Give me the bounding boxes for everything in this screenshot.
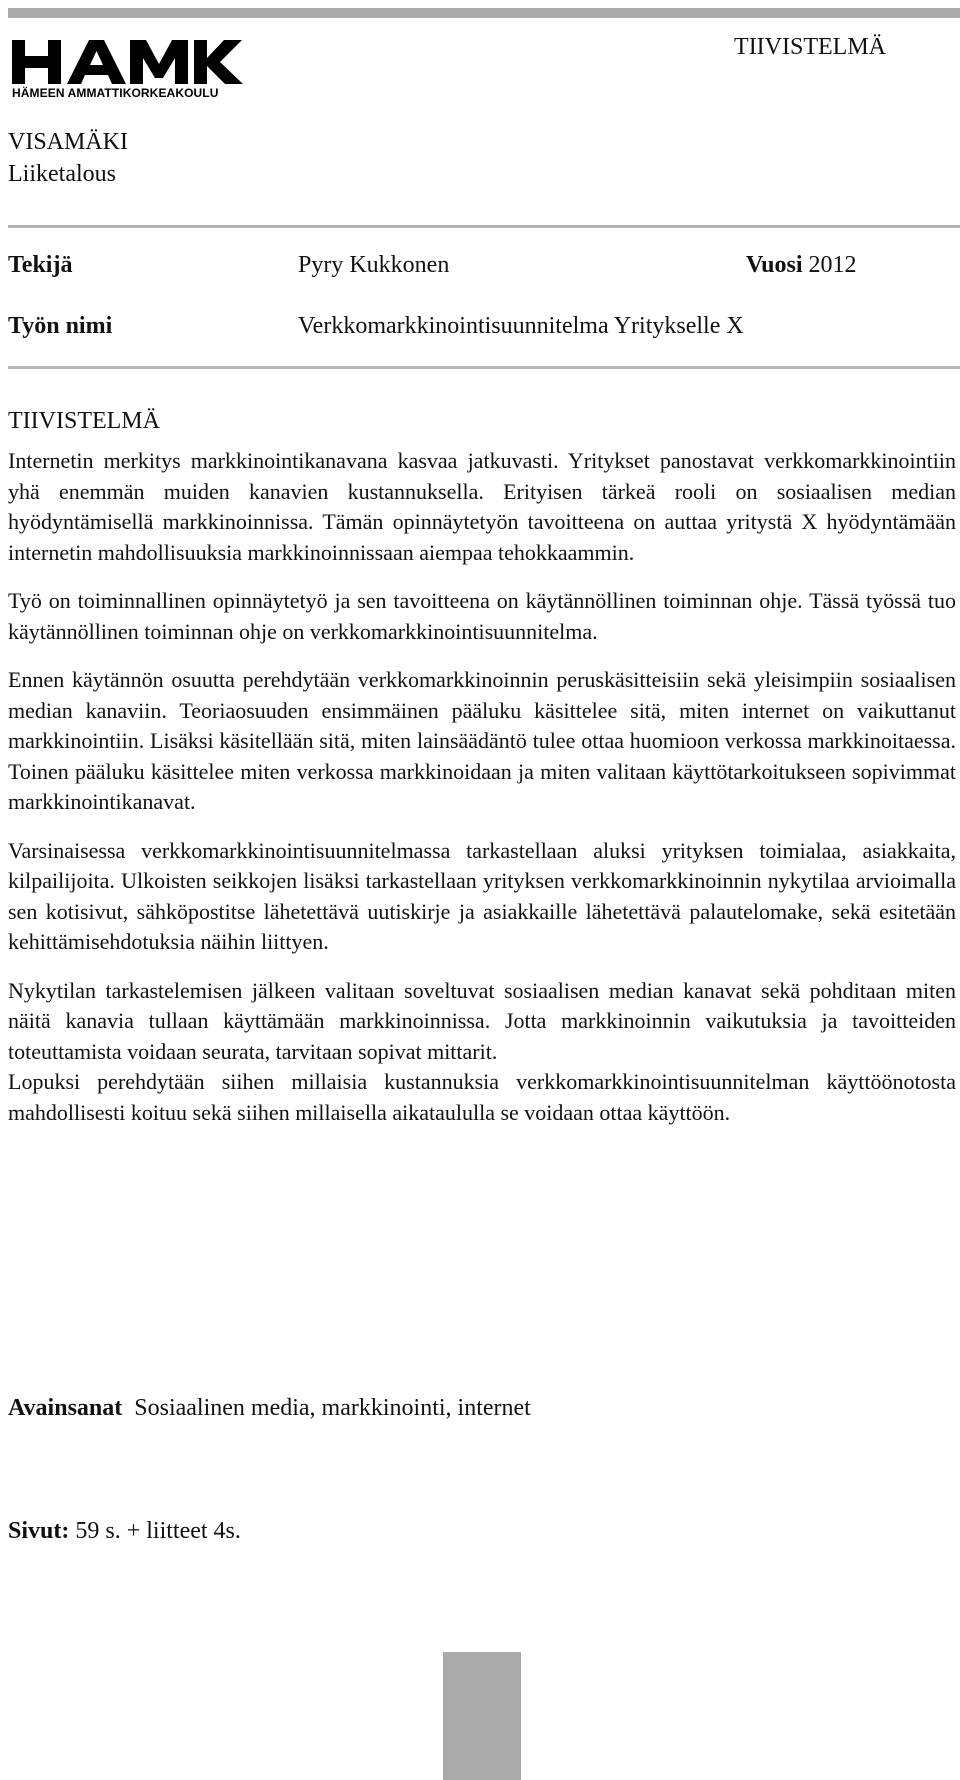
title-value: Verkkomarkkinointisuunnitelma Yritykselle X — [298, 313, 744, 339]
divider — [8, 366, 960, 369]
pages-row — [8, 1516, 241, 1546]
abstract-paragraph: Internetin merkitys markkinointikanavana kasvaa jatkuvasti. Yritykset panostavat verkkomarkkinointiin yhä enemmän muiden kanavien kustannuksella. Erityisen tärkeä rooli on sosiaalisen median hyödyntämisellä markkinoinnissa. Tämän opinnäytetyön tavoitteena on auttaa yritystä X hyödyntämään internetin mahdollisuuksia markkinoinnissaan aiempaa tehokkaammin. — [8, 448, 956, 565]
footer-block — [443, 1652, 521, 1780]
unit-block — [8, 126, 128, 190]
top-rule — [8, 8, 960, 18]
logo-subtitle: HÄMEEN AMMATTIKORKEAKOULU — [12, 86, 219, 100]
abstract-heading: TIIVISTELMÄ — [8, 408, 160, 434]
abstract-body — [8, 446, 956, 1146]
abstract-paragraph: Työ on toiminnallinen opinnäytetyö ja sen tavoitteena on käytännöllinen toiminnan ohje. Tässä työssä tuo käytännöllinen toiminnan ohje on verkkomarkkinointisuunnitelma. — [8, 588, 956, 644]
pages-label: Sivut: — [8, 1518, 70, 1544]
abstract-paragraph: Varsinaisessa verkkomarkkinointisuunnitelmassa tarkastellaan aluksi yrityksen toimialaa, asiakkaita, kilpailijoita. Ulkoisten seikkojen lisäksi tarkastellaan yrityksen verkkomarkkinoinnin nykytilaa arvioimalla sen kotisivut, sähköpostitse lähetettävä uutiskirje ja asiakkaille lähetettävä palautelomake, sekä esitetään kehittämisehdotuksia näihin liittyen. — [8, 837, 956, 954]
document-type: TIIVISTELMÄ — [734, 34, 886, 60]
department: Liiketalous — [8, 161, 116, 187]
keywords-row — [8, 1393, 531, 1423]
divider — [8, 225, 960, 228]
pages-value: 59 s. + liitteet 4s. — [75, 1518, 241, 1544]
abstract-paragraph: Nykytilan tarkastelemisen jälkeen valitaan soveltuvat sosiaalisen median kanavat sekä pohditaan miten näitä kanavia tullaan käyttämään markkinoinnissa. Jotta markkinoinnin vaikutuksia ja tavoitteiden toteuttamista voidaan seurata, tarvitaan sopivat mittarit. — [8, 977, 956, 1064]
campus: VISAMÄKI — [8, 129, 128, 155]
keywords-value: Sosiaalinen media, markkinointi, internet — [134, 1395, 531, 1421]
year-value: 2012 — [808, 252, 857, 278]
title-row — [8, 311, 948, 341]
year-label: Vuosi — [746, 252, 803, 278]
author-label: Tekijä — [8, 252, 73, 278]
svg-text:HAMK: HAMK — [12, 40, 16, 41]
year-field — [746, 250, 856, 280]
title-label: Työn nimi — [8, 313, 113, 339]
abstract-paragraph: Ennen käytännön osuutta perehdytään verkkomarkkinoinnin peruskäsitteisiin sekä yleisimpiin sosiaalisen median kanaviin. Teoriaosuuden ensimmäinen pääluku käsittelee sitä, miten internet on vaikuttanut markkinointiin. Lisäksi käsitellään sitä, miten lainsäädäntö tulee ottaa huomioon verkossa markkinoitaessa. Toinen pääluku käsittelee miten verkossa markkinoidaan ja miten valitaan käyttötarkoitukseen sopivimmat markkinointikanavat. — [8, 667, 956, 814]
abstract-paragraph: Lopuksi perehdytään siihen millaisia kustannuksia verkkomarkkinointisuunnitelman käyttöönotosta mahdollisesti koituu sekä siihen millaisella aikataululla se voidaan ottaa käyttöön. — [8, 1069, 956, 1125]
author-value: Pyry Kukkonen — [298, 252, 450, 278]
author-row — [8, 250, 948, 280]
hamk-wordmark — [12, 40, 244, 84]
hamk-logo — [12, 40, 247, 100]
keywords-label: Avainsanat — [8, 1395, 123, 1421]
